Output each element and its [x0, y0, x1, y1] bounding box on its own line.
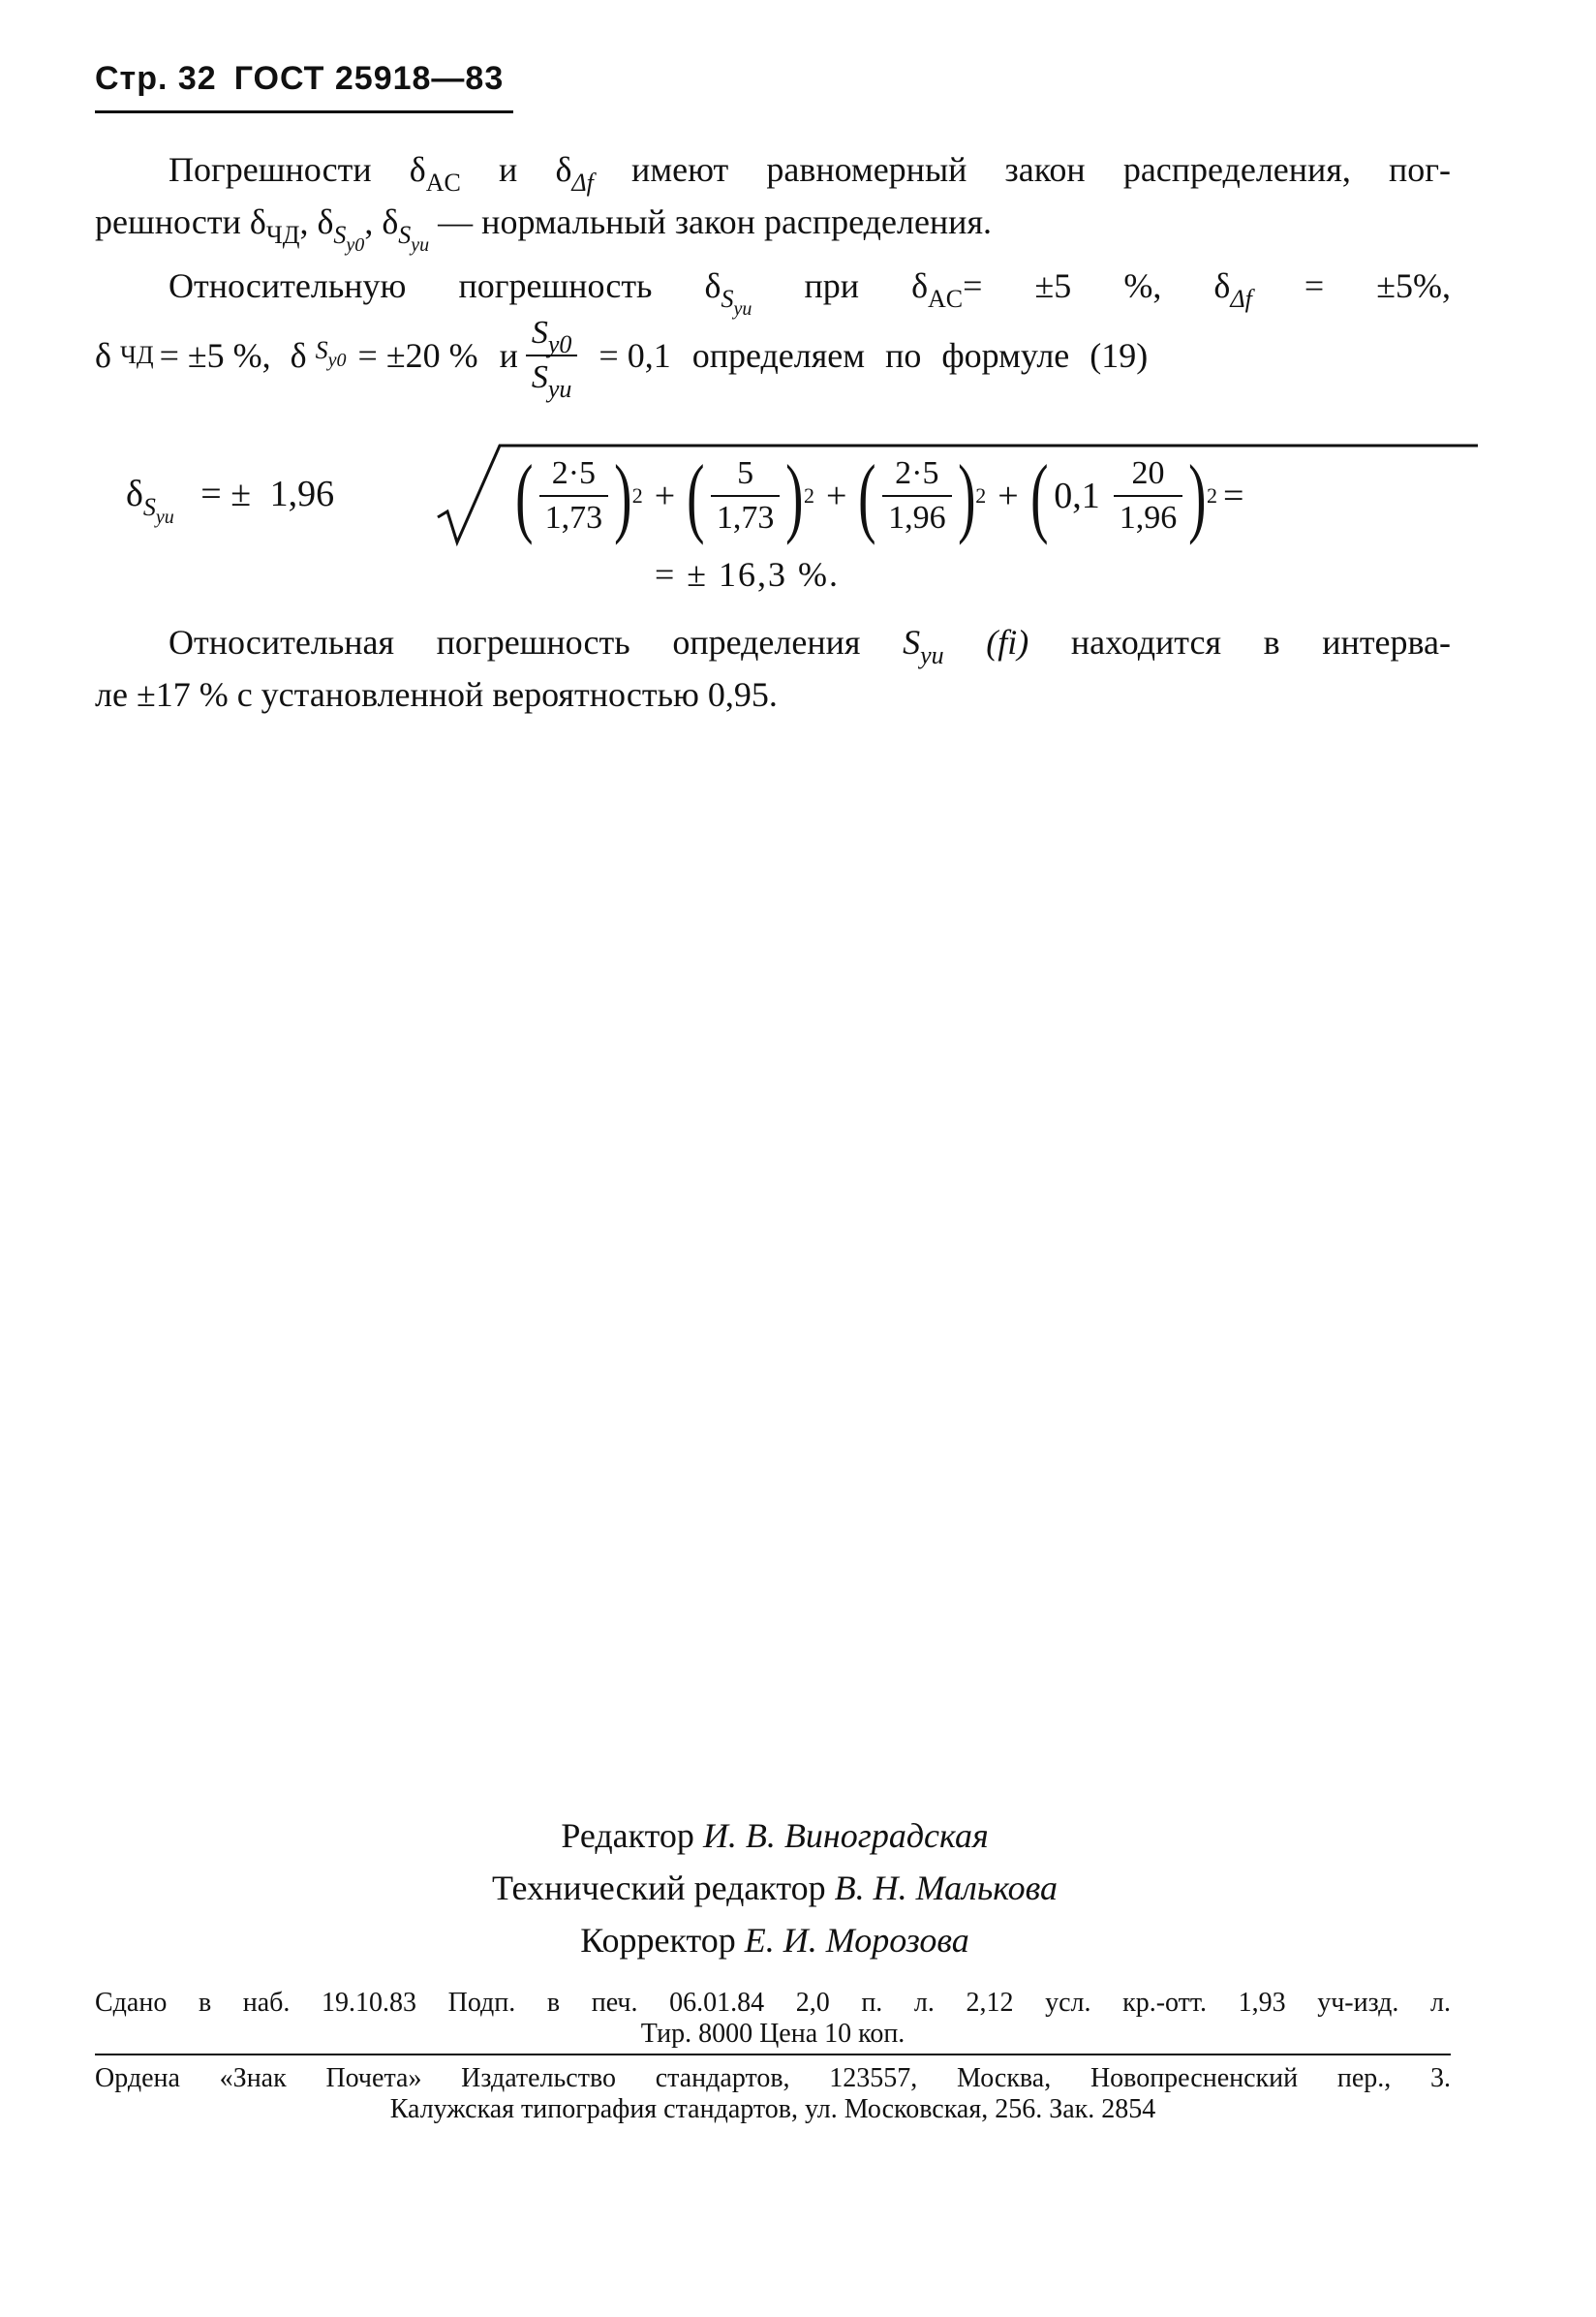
- equals-pm: = ±: [200, 474, 252, 514]
- formula-19: [126, 442, 1424, 548]
- text: Относительную погрешность: [169, 266, 653, 305]
- term-2: [711, 454, 781, 538]
- imprint-publisher: [95, 2063, 1451, 2125]
- text: = ±5 %,: [963, 266, 1162, 305]
- text: и: [499, 150, 518, 189]
- role: Технический редактор: [491, 1869, 826, 1907]
- ratio-fraction: [526, 314, 578, 403]
- term-4: [1114, 454, 1183, 538]
- delta-symbol: δ: [1213, 266, 1231, 305]
- paragraph-3-line-2: ле ±17 % с установленной вероятностью 0,95.: [95, 675, 778, 714]
- text: определяем по формуле (19): [691, 336, 1149, 375]
- subscript-yi: уи: [547, 375, 572, 403]
- text: = ±5 %,: [159, 336, 271, 375]
- person-name: И. В. Виноградская: [702, 1816, 989, 1855]
- term-1: [539, 454, 609, 538]
- paragraph-1-line-1: [95, 143, 1451, 196]
- s-symbol: S: [398, 221, 412, 249]
- exponent: 2: [1206, 483, 1217, 508]
- paragraph-1-line-2: решности $\delta_{ЧД}$, $\delta_{S_{y0}}$, $\delta_{S_{уи}}$ — нормальный закон распределения.: [95, 202, 993, 256]
- denominator: 1,73: [711, 495, 781, 538]
- s-symbol: S: [333, 221, 347, 249]
- exponent: 2: [975, 483, 987, 508]
- delta-symbol: δ: [911, 266, 929, 305]
- text: = ±5%,: [1304, 266, 1452, 305]
- delta-symbol: δ: [555, 150, 572, 189]
- text: имеют равномерный закон распределения, пог-: [631, 150, 1452, 189]
- subscript-df: Δf: [571, 169, 594, 197]
- credit-tech-editor: [291, 1862, 1259, 1914]
- delta-symbol: δ: [704, 266, 721, 305]
- term-3: [882, 454, 952, 538]
- subscript-y0: y0: [547, 330, 572, 358]
- s-symbol: S: [315, 336, 328, 364]
- argument: (fi): [986, 623, 1029, 662]
- header-rule: [95, 110, 513, 113]
- text: Погрешности: [169, 150, 372, 189]
- s-symbol: S: [903, 623, 921, 662]
- exponent: 2: [631, 483, 643, 508]
- numerator: 2·5: [551, 455, 597, 491]
- delta-symbol: δ: [95, 336, 111, 375]
- numerator: 20: [1131, 455, 1165, 491]
- subscript-chd: ЧД: [265, 221, 300, 249]
- term-4-coefficient: 0,1: [1054, 476, 1100, 516]
- numerator: 5: [737, 455, 754, 491]
- delta-symbol: δ: [382, 202, 399, 241]
- role: Корректор: [580, 1921, 736, 1960]
- plus: +: [998, 476, 1019, 516]
- text: при: [804, 266, 859, 305]
- imprint-line: Сдано в наб. 19.10.83 Подп. в печ. 06.01.84 2,0 п. л. 2,12 усл. кр.-отт. 1,93 уч-изд. л.: [95, 1988, 1451, 2018]
- square-root: [432, 442, 1488, 548]
- formula-result: = ± 16,3 %.: [655, 555, 841, 594]
- role: Редактор: [561, 1816, 694, 1855]
- paragraph-3-line-1: [95, 616, 1451, 668]
- imprint-line: Ордена «Знак Почета» Издательство стандартов, 123557, Москва, Новопресненский пер., 3.: [95, 2063, 1451, 2093]
- plus: +: [654, 476, 676, 516]
- page-header: [95, 60, 504, 98]
- credit-corrector: [291, 1914, 1259, 1966]
- delta-symbol: δ: [249, 202, 266, 241]
- paragraph-2-line-1: [95, 260, 1452, 320]
- plus: +: [826, 476, 847, 516]
- person-name: В. Н. Малькова: [834, 1869, 1059, 1907]
- denominator: 1,96: [1114, 495, 1183, 538]
- s-symbol: S: [531, 315, 548, 351]
- subscript-df: Δf: [1230, 285, 1252, 313]
- text: и: [499, 336, 518, 375]
- formula-lhs: [126, 473, 335, 528]
- imprint-rule: [95, 2054, 1451, 2055]
- subscript-yi: уи: [411, 234, 430, 256]
- coefficient: 1,96: [269, 474, 335, 514]
- text: — нормальный закон распределения.: [438, 202, 993, 241]
- subscript-yi: уи: [920, 641, 944, 669]
- radicand: ( $\frac{2\cdot 5}{1,73}$ ) 2 + ( $\frac{5}{1,73}$ ) 2 + ( $\frac{2\cdot 5}{1,96}$ ) 2 + ( 0,1 $\frac{20}{1,96}$ ) 2 =: [515, 447, 1244, 545]
- subscript-yi: уи: [155, 507, 174, 528]
- subscript-ac: AC: [425, 169, 461, 197]
- subscript-y0: y0: [346, 234, 365, 256]
- delta-symbol: δ: [409, 150, 426, 189]
- exponent: 2: [804, 483, 814, 508]
- imprint-print-data: [95, 1988, 1451, 2050]
- text: находится в интерва-: [1070, 623, 1452, 662]
- text: = ±20 %: [357, 336, 478, 375]
- denominator: 1,96: [882, 495, 952, 538]
- delta-symbol: δ: [317, 202, 334, 241]
- imprint-line: Тир. 8000 Цена 10 коп.: [640, 2019, 905, 2049]
- standard-code: ГОСТ 25918—83: [233, 60, 505, 97]
- s-symbol: S: [721, 285, 734, 313]
- numerator: 2·5: [895, 455, 939, 491]
- imprint-line: Калужская типография стандартов, ул. Московская, 256. Зак. 2854: [389, 2094, 1156, 2124]
- page-number: Стр. 32: [95, 60, 217, 97]
- subscript-ac: AC: [928, 285, 964, 313]
- subscript-yi: уи: [733, 298, 752, 320]
- s-symbol: S: [142, 493, 156, 521]
- person-name: Е. И. Морозова: [744, 1921, 969, 1960]
- text: Относительная погрешность определения: [169, 623, 861, 662]
- delta-symbol: δ: [126, 474, 143, 514]
- s-symbol: S: [531, 359, 548, 395]
- delta-symbol: δ: [290, 336, 307, 375]
- credit-editor: [291, 1809, 1259, 1862]
- denominator: 1,73: [539, 495, 609, 538]
- subscript-y0: y0: [327, 350, 347, 371]
- text: = 0,1: [598, 336, 671, 375]
- paragraph-2-line-2: δ ЧД = ±5 %, δ $S_{y0}$ = ±20 % и $\frac{S_{y0}}{S_{уи}}$ = 0,1 определяем по формуле (19): [95, 315, 1149, 403]
- text: решности: [95, 202, 241, 241]
- equals: =: [1222, 476, 1244, 516]
